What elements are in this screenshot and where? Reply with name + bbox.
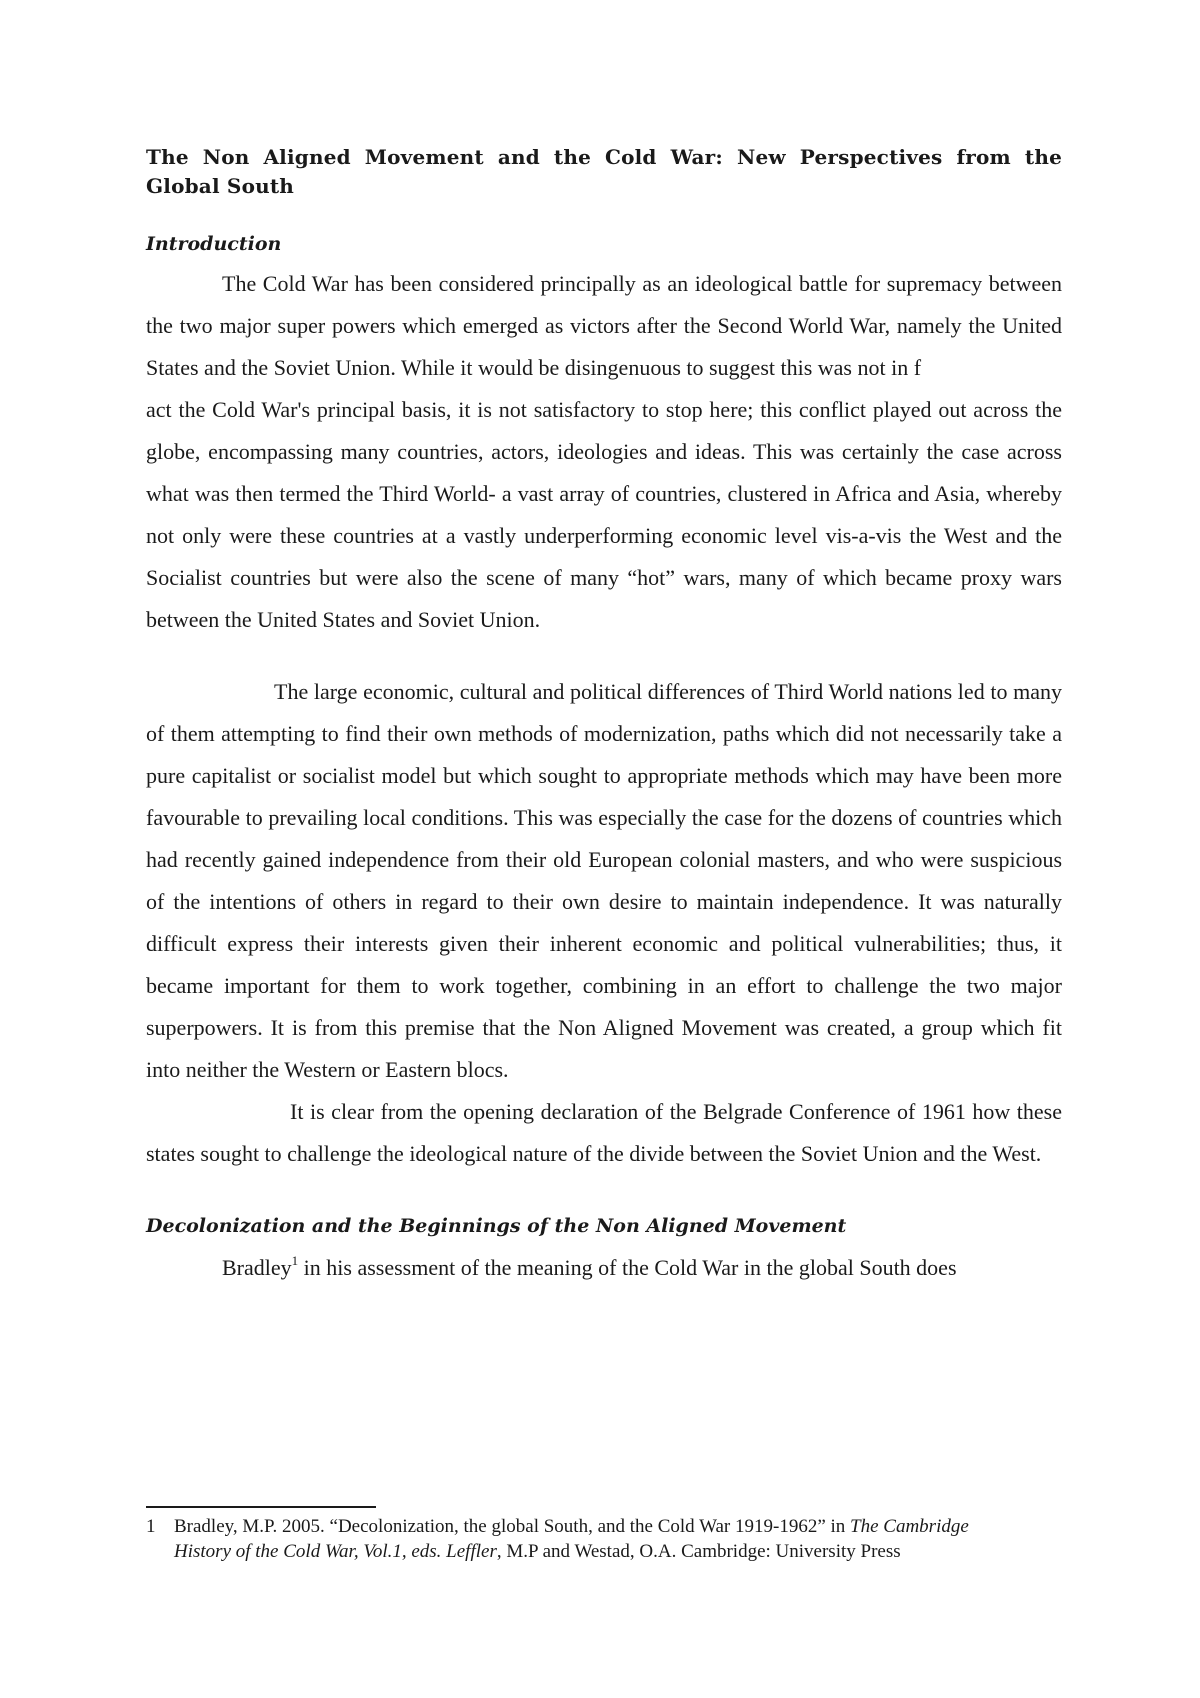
- document-page: [146, 143, 1062, 1289]
- document-title: The Non Aligned Movement and the Cold War: New Perspectives from the Global South: [146, 145, 1062, 198]
- decolonization-heading: Decolonization and the Beginnings of the Non Aligned Movement: [146, 1215, 847, 1237]
- intro-paragraph-1b: act the Cold War's principal basis, it is not satisfactory to stop here; this conflict played out across the globe, encompassing many countries, actors, ideologies and ideas. This was certainly the case across what was then termed the Third World- a vast array of countries, clustered in Africa and Asia, whereby not only were these countries at a vastly underperforming economic level vis-a-vis the West and the Socialist countries but were also the scene of many “hot” wars, many of which became proxy wars between the United States and Soviet Union.: [146, 397, 1062, 632]
- footnote-text-b: , M.P and Westad, O.A. Cambridge: University Press: [496, 1541, 901, 1562]
- footnote-book-title-b: History of the Cold War, Vol.1, eds. Leffler: [174, 1541, 497, 1562]
- intro-paragraph-3: It is clear from the opening declaration of the Belgrade Conference of 1961 how these states sought to challenge the ideological nature of the divide between the Soviet Union and the West.: [146, 1099, 1062, 1166]
- introduction-heading: Introduction: [146, 233, 282, 255]
- footnote-text-a: Bradley, M.P. 2005. “Decolonization, the global South, and the Cold War 1919-1962” in: [174, 1516, 851, 1537]
- intro-paragraph-1a: The Cold War has been considered principally as an ideological battle for supremacy between the two major super powers which emerged as victors after the Second World War, namely the United States and the Soviet Union. While it would be disingenuous to suggest this was not in f: [146, 271, 1062, 380]
- decolonization-paragraph-1: [146, 1247, 1062, 1289]
- footnote-separator: [146, 1506, 376, 1508]
- footnote: [146, 1514, 1062, 1564]
- footnote-book-title-a: The Cambridge: [850, 1516, 969, 1537]
- footnote-reference[interactable]: 1: [291, 1252, 299, 1268]
- footnote-line-2: [146, 1539, 1062, 1564]
- author-name: Bradley: [222, 1255, 292, 1280]
- intro-paragraph-2: The large economic, cultural and political differences of Third World nations led to many of them attempting to find their own methods of modernization, paths which did not necessarily take a pure capitalist or socialist model but which sought to appropriate methods which may have been more favourable to prevailing local conditions. This was especially the case for the dozens of countries which had recently gained independence from their old European colonial masters, and who were suspicious of the intentions of others in regard to their own desire to maintain independence. It was naturally difficult express their interests given their inherent economic and political vulnerabilities; thus, it became important for them to work together, combining in an effort to challenge the two major superpowers. It is from this premise that the Non Aligned Movement was created, a group which fit into neither the Western or Eastern blocs.: [146, 679, 1062, 1082]
- decolonization-paragraph-text: in his assessment of the meaning of the Cold War in the global South does: [298, 1255, 957, 1280]
- footnote-number: 1: [146, 1516, 156, 1537]
